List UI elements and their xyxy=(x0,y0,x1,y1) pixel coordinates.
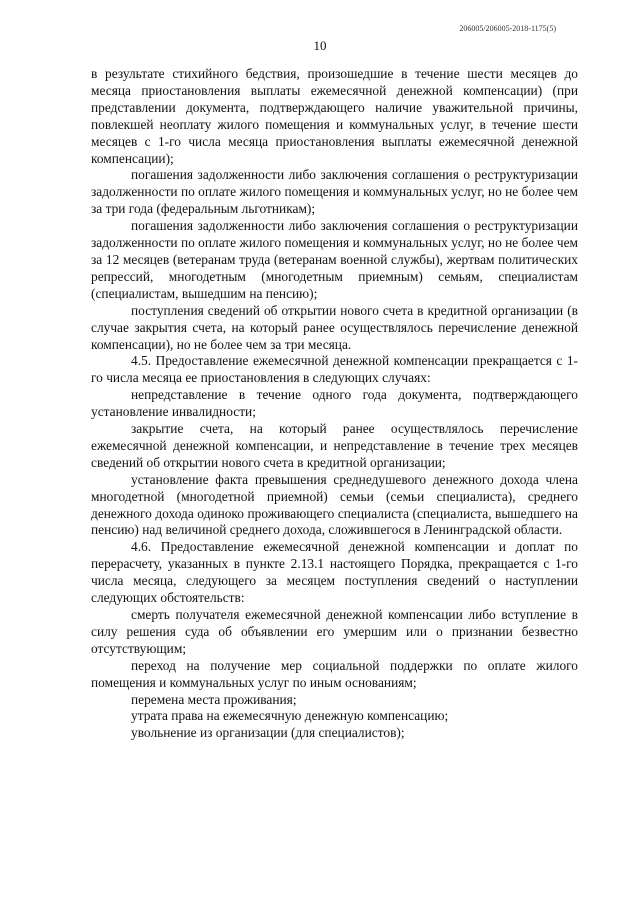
paragraph: установление факта превышения среднедушевого денежного дохода члена многодетной (многодетной приемной) семьи (семьи специалиста), среднего денежного дохода одиноко проживающего специалиста (специалиста, вышедшего на пенсию) над величиной среднего дохода, сложившегося в Ленинградской области. xyxy=(91,471,578,538)
paragraph: смерть получателя ежемесячной денежной компенсации либо вступление в силу решения суда об объявлении его умершим или о признании безвестно отсутствующим; xyxy=(91,607,578,656)
paragraph: 4.5. Предоставление ежемесячной денежной компенсации прекращается с 1-го числа месяца ее приостановления в следующих случаях: xyxy=(91,353,578,386)
paragraph: поступления сведений об открытии нового счета в кредитной организации (в случае закрытия счета, на который ранее осуществлялось перечисление денежной компенсации), но не более чем за три месяца. xyxy=(91,302,578,352)
document-body xyxy=(91,66,578,742)
paragraph: непредставление в течение одного года документа, подтверждающего установление инвалидности; xyxy=(91,387,578,420)
paragraph: погашения задолженности либо заключения соглашения о реструктуризации задолженности по оплате жилого помещения и коммунальных услуг, но не более чем за 12 месяцев (ветеранам труда (ветеранам военной службы), жертвам политических репрессий, многодетным (многодетным приемным) семьям, специалистам (специалистам, вышедшим на пенсию); xyxy=(91,218,578,301)
paragraph: перемена места проживания; xyxy=(131,691,297,707)
paragraph: погашения задолженности либо заключения соглашения о реструктуризации задолженности по оплате жилого помещения и коммунальных услуг, но не более чем за три года (федеральным льготникам); xyxy=(91,167,578,217)
paragraph: утрата права на ежемесячную денежную компенсацию; xyxy=(131,708,449,724)
paragraph: в результате стихийного бедствия, произошедшие в течение шести месяцев до месяца приостановления выплаты ежемесячной денежной компенсации) (при представлении документа, подтверждающего наличие уважительной причины, повлекшей неоплату жилого помещения и коммунальных услуг, в течение шести месяцев с 1-го числа месяца приостановления выплаты ежемесячной денежной компенсации); xyxy=(91,66,578,166)
paragraph: 4.6. Предоставление ежемесячной денежной компенсации и доплат по перерасчету, указанных в пункте 2.13.1 настоящего Порядка, прекращается с 1-го числа месяца, следующего за месяцем поступления сведений о наступлении следующих обстоятельств: xyxy=(91,539,578,606)
paragraph: переход на получение мер социальной поддержки по оплате жилого помещения и коммунальных услуг по иным основаниям; xyxy=(91,657,578,690)
paragraph: увольнение из организации (для специалистов); xyxy=(131,725,405,741)
document-code: 206005/206005-2018-1175(5) xyxy=(459,24,556,33)
page-number: 10 xyxy=(313,38,327,53)
paragraph: закрытие счета, на который ранее осуществлялось перечисление ежемесячной денежной компенсации, и непредставление в течение трех месяцев сведений об открытии нового счета в кредитной организации; xyxy=(91,421,578,470)
